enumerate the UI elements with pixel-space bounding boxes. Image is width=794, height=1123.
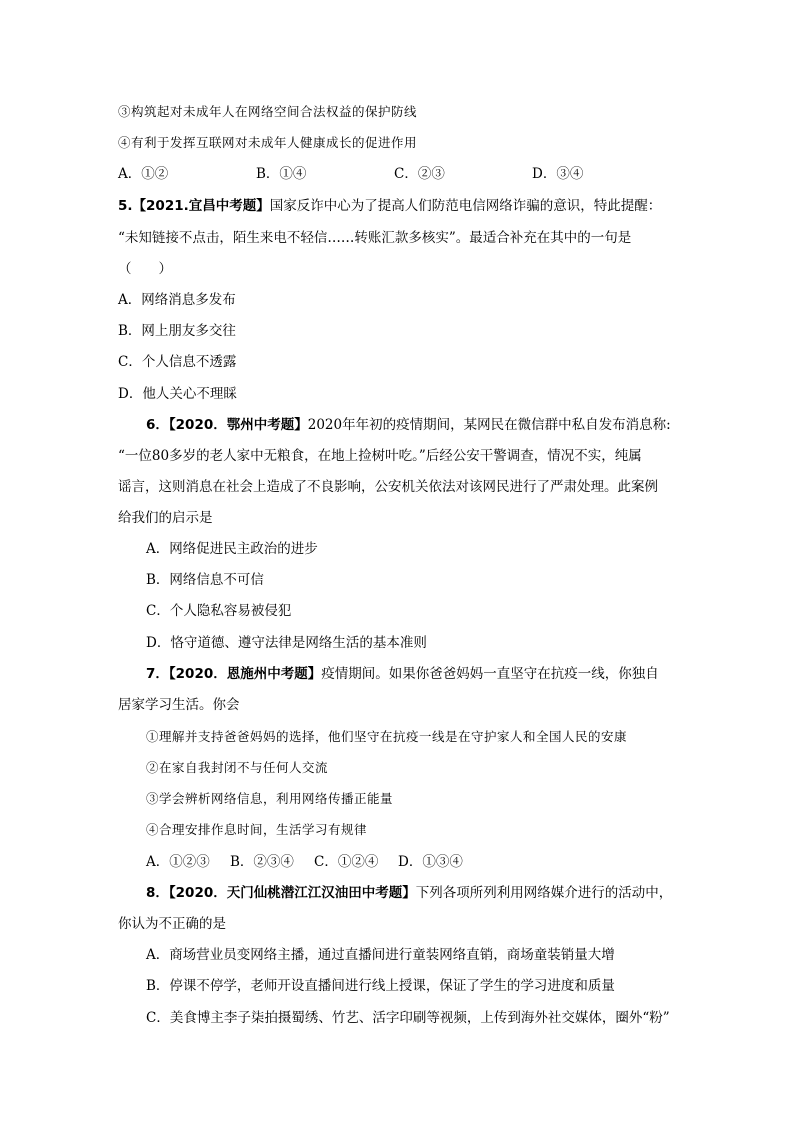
q6-source: 【2020．鄂州中考题】 xyxy=(168,417,308,433)
q6-option-c: C．个人隐私容易被侵犯 xyxy=(146,603,292,619)
q7-item-4: ④合理安排作息时间，生活学习有规律 xyxy=(146,822,368,837)
q5-number: 5. xyxy=(118,198,133,214)
q7-option-a: A．①②③ xyxy=(146,854,210,870)
q6-stem-line2: “一位80多岁的老人家中无粮食，在地上捡树叶吃。”后经公安干警调查，情况不实，纯属 xyxy=(118,448,642,464)
q4-option-d: D．③④ xyxy=(532,166,584,182)
q7-item-2: ②在家自我封闭不与任何人交流 xyxy=(146,760,329,775)
q4-options xyxy=(118,164,583,184)
q8-number: 8． xyxy=(146,885,169,901)
q8-option-a: A．商场营业员变网络主播，通过直播间进行童装网络直销，商场童装销量大增 xyxy=(146,947,615,963)
q6-stem-line3: 谣言，这则消息在社会上造成了不良影响，公安机关依法对该网民进行了严肃处理。此案例 xyxy=(118,479,658,495)
q5-blank: （ ） xyxy=(118,261,172,277)
q8-source: 【2020．天门仙桃潜江江汉油田中考题】 xyxy=(168,885,416,901)
q8-stem-text1: 下列各项所列利用网络媒介进行的活动中， xyxy=(415,885,673,901)
q6-number: 6． xyxy=(146,417,169,433)
q7-source: 【2020．恩施州中考题】 xyxy=(168,666,322,682)
q4-item-4: ④有利于发挥互联网对未成年人健康成长的促进作用 xyxy=(118,135,418,150)
q6-stem-line4: 给我们的启示是 xyxy=(118,510,213,526)
q4-option-b: B．①④ xyxy=(256,166,307,182)
q6-stem-line1 xyxy=(146,415,671,435)
q5-option-c: C．个人信息不透露 xyxy=(118,354,237,370)
q8-option-c: C．美食博主李子柒拍摄蜀绣、竹艺、活字印刷等视频，上传到海外社交媒体，圈外“粉” xyxy=(146,1010,670,1026)
q5-option-d: D．他人关心不理睬 xyxy=(118,386,237,402)
q7-stem-line1 xyxy=(146,664,659,684)
q5-stem-line2: “未知链接不点击，陌生来电不轻信……转账汇款多核实”。最适合补充在其中的一句是 xyxy=(118,230,632,246)
q6-option-b: B．网络信息不可信 xyxy=(146,572,264,588)
q8-stem-line1 xyxy=(146,883,672,903)
q4-option-a: A．①② xyxy=(118,166,169,182)
q7-option-b: B．②③④ xyxy=(230,854,294,870)
q8-stem-line2: 你认为不正确的是 xyxy=(118,916,226,932)
q5-stem-text1: 国家反诈中心为了提高人们防范电信网络诈骗的意识，特此提醒： xyxy=(269,198,662,214)
q5-option-a: A．网络消息多发布 xyxy=(118,292,236,308)
q6-option-d: D．恪守道德、遵守法律是网络生活的基本准则 xyxy=(146,635,427,651)
q7-number: 7． xyxy=(146,666,169,682)
q4-item-3: ③构筑起对未成年人在网络空间合法权益的保护防线 xyxy=(118,104,418,119)
q8-option-b: B．停课不停学，老师开设直播间进行线上授课，保证了学生的学习进度和质量 xyxy=(146,978,615,994)
q5-stem-line1 xyxy=(118,196,661,216)
q7-option-d: D．①③④ xyxy=(398,854,463,870)
q6-stem-text1: 2020年年初的疫情期间，某网民在微信群中私自发布消息称: xyxy=(307,417,671,433)
q6-option-a: A．网络促进民主政治的进步 xyxy=(146,541,318,557)
q4-option-c: C．②③ xyxy=(394,166,445,182)
q7-item-1: ①理解并支持爸爸妈妈的选择，他们坚守在抗疫一线是在守护家人和全国人民的安康 xyxy=(146,729,628,744)
q7-stem-line2: 居家学习生活。你会 xyxy=(118,697,240,713)
q7-option-c: C．①②④ xyxy=(314,854,379,870)
q7-options xyxy=(146,852,463,872)
q7-stem-text1: 疫情期间。如果你爸爸妈妈一直坚守在抗疫一线，你独自 xyxy=(321,666,659,682)
q7-item-3: ③学会辨析网络信息，利用网络传播正能量 xyxy=(146,791,394,806)
q5-option-b: B．网上朋友多交往 xyxy=(118,323,236,339)
q5-source: 【2021.宜昌中考题】 xyxy=(132,198,270,214)
